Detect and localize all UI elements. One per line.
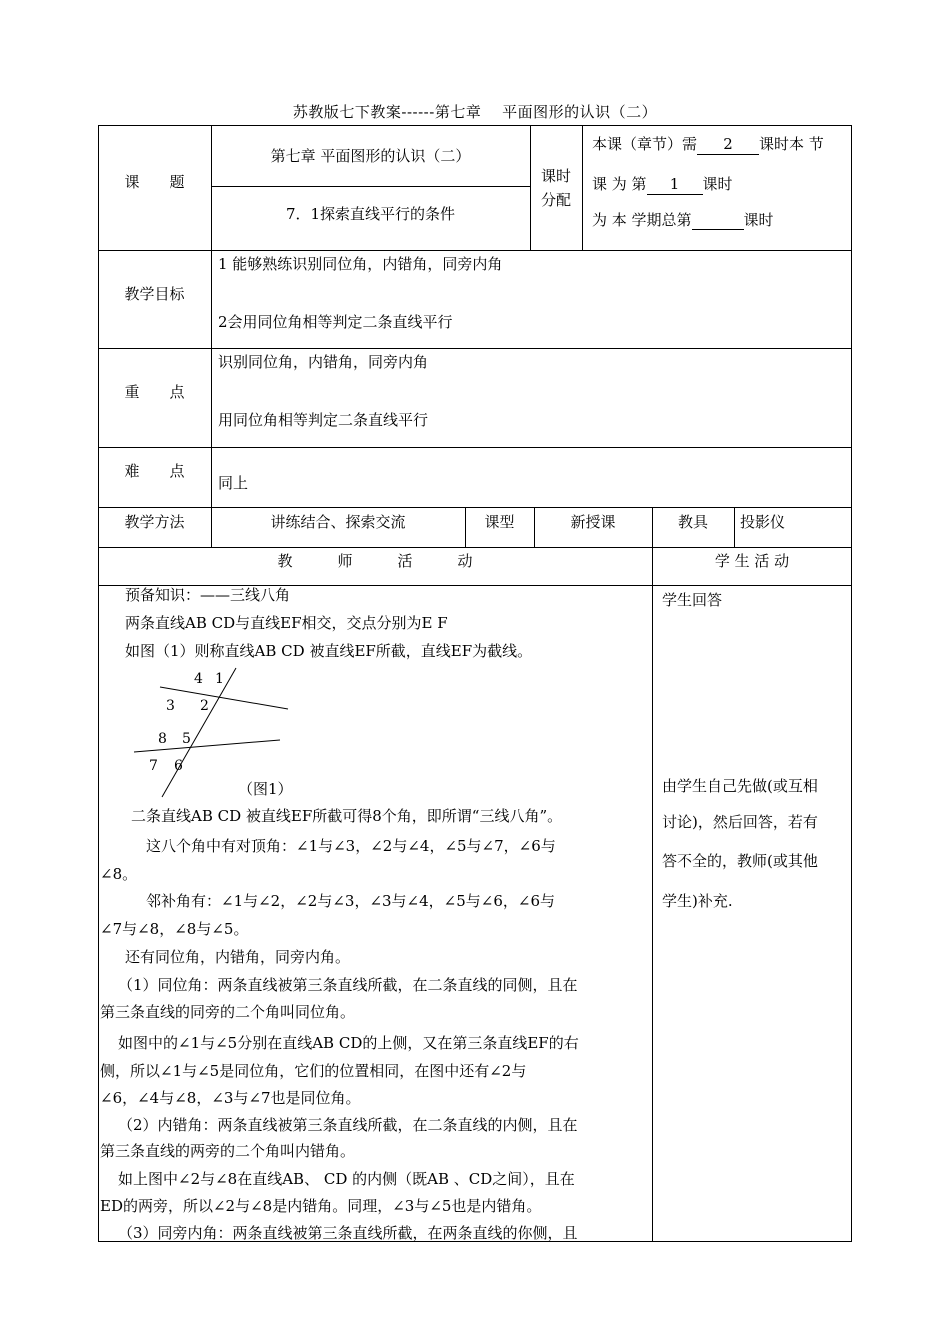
angle-label: 5 (182, 731, 191, 747)
teacher-line: 这八个角中有对顶角：∠1与∠3，∠2与∠4，∠5与∠7，∠6与 (146, 837, 556, 855)
col-divider (734, 507, 735, 548)
teacher-line: ∠6，∠4与∠8，∠3与∠7也是同位角。 (100, 1089, 361, 1107)
chapter-title: 第七章 平面图形的认识（二） (270, 147, 471, 165)
teacher-line: 两条直线AB CD与直线EF相交，交点分别为E F (125, 614, 448, 632)
method-value: 讲练结合、探索交流 (270, 513, 406, 531)
alloc-label-1: 课时 (540, 167, 571, 185)
goal-item: 1 能够熟练识别同位角，内错角，同旁内角 (218, 255, 503, 273)
total-hours-blank: 2 (697, 134, 759, 155)
teacher-activity-header: 教 师 活 动 (277, 552, 473, 570)
section-title: 7．1探索直线平行的条件 (285, 205, 456, 223)
teacher-line: 如上图中∠2与∠8在直线AB、 CD 的内侧（既AB 、CD之间），且在 (118, 1170, 575, 1188)
teacher-line: 如图（1）则称直线AB CD 被直线EF所截，直线EF为截线。 (125, 642, 533, 660)
student-line: 学生)补充. (662, 892, 733, 910)
activity-column-divider (652, 507, 653, 1242)
teacher-line: 二条直线AB CD 被直线EF所截可得8个角，即所谓“三线八角”。 (131, 807, 563, 825)
teacher-line: ∠7与∠8，∠8与∠5。 (100, 920, 249, 938)
type-value: 新授课 (570, 513, 616, 531)
teacher-line: （2）内错角：两条直线被第三条直线所截，在二条直线的内侧，且在 (118, 1116, 578, 1134)
teacher-line: （1）同位角：两条直线被第三条直线所截，在二条直线的同侧，且在 (118, 976, 578, 994)
angle-label: 3 (166, 698, 175, 714)
row-divider (98, 547, 852, 548)
keypoint-label: 重 点 (124, 383, 185, 401)
line-cd (134, 740, 280, 752)
student-activity-header: 学 生 活 动 (714, 552, 790, 570)
type-label: 课型 (484, 513, 515, 531)
teacher-line: 如图中的∠1与∠5分别在直线AB CD的上侧，又在第三条直线EF的右 (118, 1034, 579, 1052)
lesson-plan-table (98, 125, 852, 1242)
tool-label: 教具 (677, 513, 708, 531)
page-header: 苏教版七下教案------第七章 平面图形的认识（二） (292, 103, 658, 121)
teacher-line: ED的两旁，所以∠2与∠8是内错角。同理，∠3与∠5也是内错角。 (100, 1197, 542, 1215)
alloc-line-1: 本课（章节）需 2 课时本 节 (592, 135, 824, 153)
teacher-line: 邻补角有：∠1与∠2，∠2与∠3，∠3与∠4，∠5与∠6，∠6与 (146, 892, 556, 910)
angle-label: 2 (200, 698, 209, 714)
col-divider (582, 125, 583, 251)
alloc-label-2: 分配 (540, 191, 571, 209)
alloc-line-3: 为 本 学期总第 课时 (592, 211, 774, 229)
title-label: 课 题 (124, 173, 185, 191)
teacher-line: ∠8。 (100, 865, 138, 883)
teacher-line: （3）同旁内角：两条直线被第三条直线所截，在两条直线的你侧，且 (118, 1224, 578, 1242)
goal-item: 2会用同位角相等判定二条直线平行 (218, 313, 453, 331)
teacher-line: 还有同位角，内错角，同旁内角。 (125, 948, 351, 966)
method-label: 教学方法 (124, 513, 185, 531)
tool-value: 投影仪 (740, 513, 786, 531)
line-ab (160, 687, 288, 709)
keypoint-item: 识别同位角，内错角，同旁内角 (218, 353, 429, 371)
label-column-divider (211, 125, 212, 547)
difficulty-label: 难 点 (124, 462, 185, 480)
angle-label: 6 (174, 758, 183, 774)
lesson-number-blank: 1 (647, 174, 703, 195)
difficulty-text: 同上 (218, 474, 249, 492)
student-line: 讨论)，然后回答，若有 (662, 813, 818, 831)
semester-total-blank (692, 211, 744, 230)
teacher-line: 第三条直线的同旁的二个角叫同位角。 (100, 1003, 356, 1021)
student-line: 由学生自己先做(或互相 (662, 777, 818, 795)
angle-label: 1 (215, 671, 224, 687)
teacher-line: 预备知识：——三线八角 (125, 586, 291, 604)
angle-label: 4 (194, 671, 203, 687)
figure-caption: （图1） (238, 780, 293, 798)
teacher-line: 侧，所以∠1与∠5是同位角，它们的位置相同，在图中还有∠2与 (100, 1062, 527, 1080)
title-cell-divider (211, 186, 530, 187)
angle-label: 7 (149, 758, 158, 774)
keypoint-item: 用同位角相等判定二条直线平行 (218, 411, 429, 429)
student-line: 答不全的，教师(或其他 (662, 852, 818, 870)
goals-label: 教学目标 (124, 285, 185, 303)
student-line: 学生回答 (662, 591, 723, 609)
angle-label: 8 (158, 731, 167, 747)
teacher-line: 第三条直线的两旁的二个角叫内错角。 (100, 1142, 356, 1160)
alloc-line-2: 课 为 第 1 课时 (592, 175, 733, 193)
col-divider (530, 125, 531, 251)
line-ef (162, 668, 236, 797)
table-border-right (851, 125, 852, 1242)
